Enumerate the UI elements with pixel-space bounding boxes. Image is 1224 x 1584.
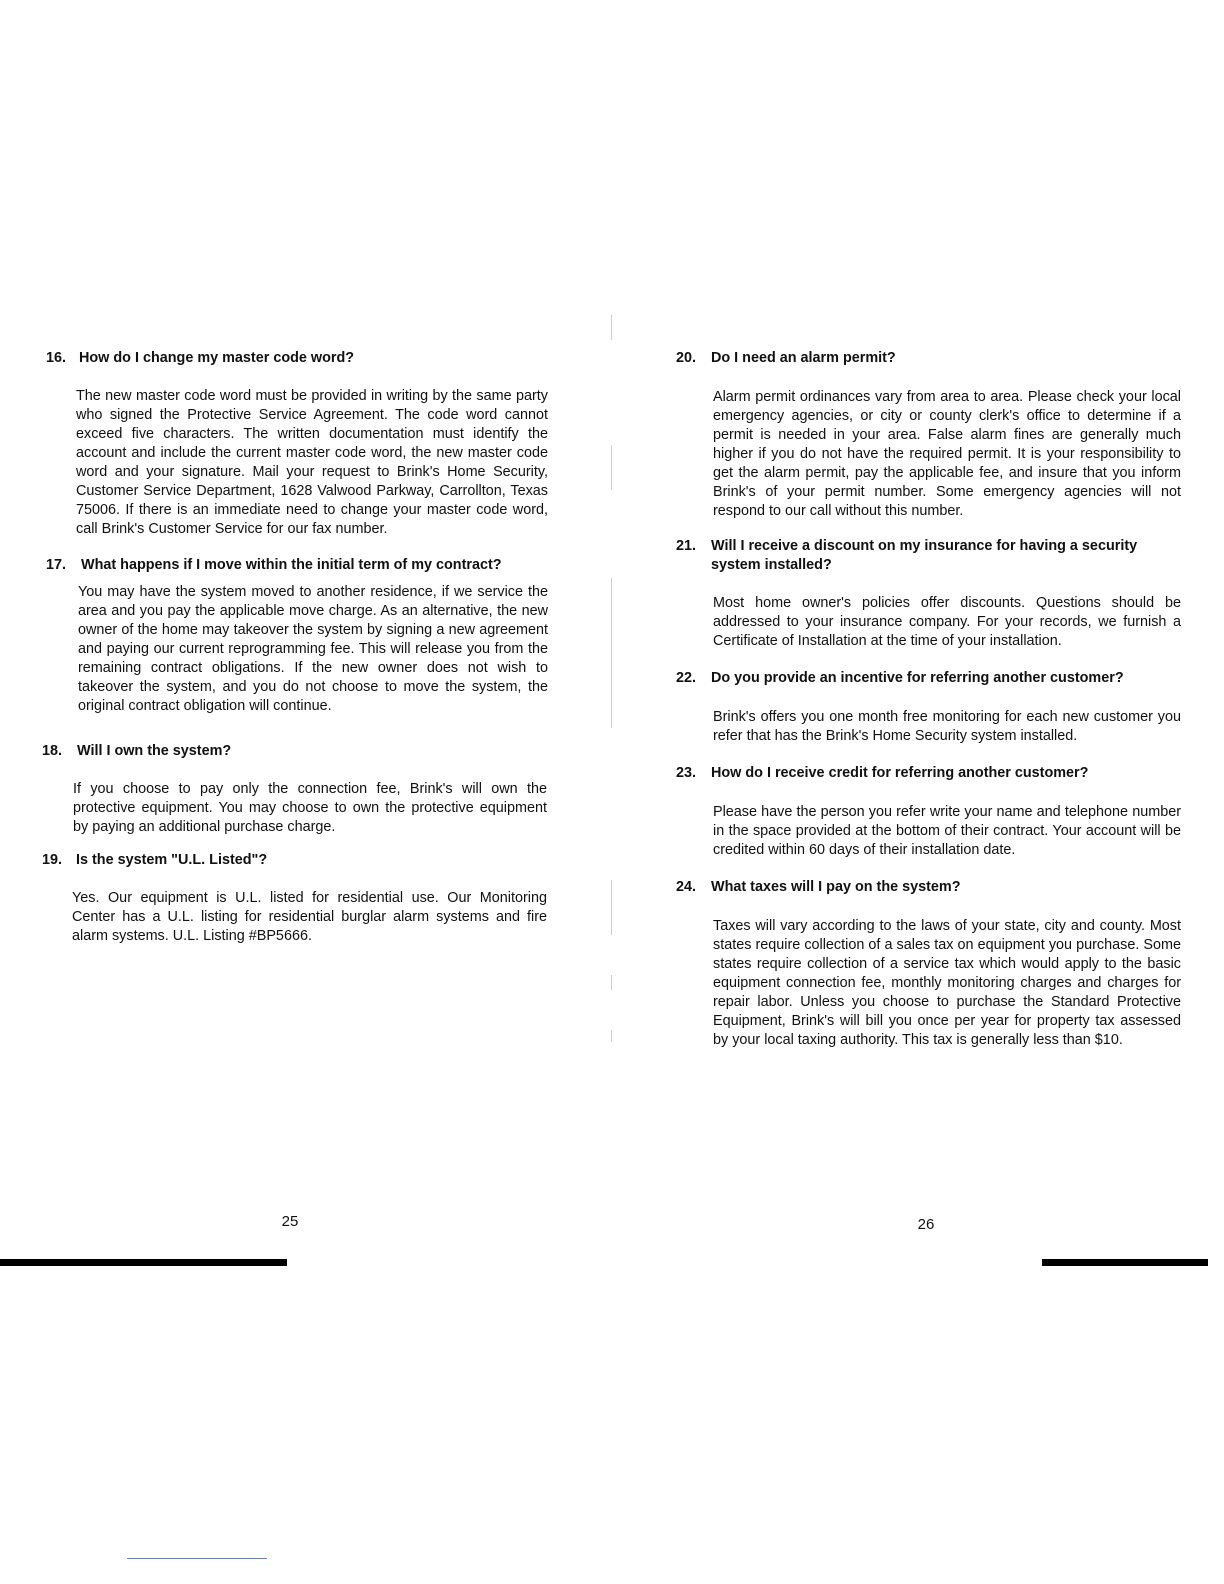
- question-text: Will I own the system?: [77, 743, 232, 759]
- faq-item-20: [676, 349, 1181, 521]
- question-number: 16.: [46, 350, 67, 366]
- question-text: What taxes will I pay on the system?: [711, 879, 961, 895]
- question-text: How do I receive credit for referring another customer?: [711, 765, 1089, 781]
- question-text: How do I change my master code word?: [79, 350, 355, 366]
- faq-question-17: [46, 556, 548, 575]
- faq-item-23: [676, 764, 1181, 860]
- question-number: 20.: [676, 350, 697, 366]
- faq-question-19: [42, 851, 547, 870]
- page-number: 26: [917, 1216, 935, 1233]
- question-text: Is the system "U.L. Listed"?: [76, 852, 268, 868]
- faq-answer-21: Most home owner's policies offer discounts. Questions should be addressed to your insurance company. For your records, we furnish a Certificate of Installation at the time of your installation.: [713, 595, 1181, 649]
- faq-question-16: [46, 349, 548, 368]
- faq-item-16: [46, 349, 548, 539]
- question-text: Will I receive a discount on my insurance for having a security system installed?: [711, 538, 1138, 573]
- question-number: 24.: [676, 879, 697, 895]
- faq-question-20: [676, 349, 1181, 368]
- faq-item-18: [42, 742, 547, 837]
- faq-answer-20: Alarm permit ordinances vary from area to area. Please check your local emergency agencies, or city or county clerk's office to determine if a permit is needed in your area. False alarm fines are generally much higher if you do not have the required permit. It is your responsibility to get the alarm permit, pay the applicable fee, and insure that you inform Brink's of your permit number. Some emergency agencies will not respond to our call without this number.: [713, 389, 1181, 519]
- faq-item-22: [676, 669, 1181, 746]
- faq-answer-19: Yes. Our equipment is U.L. listed for residential use. Our Monitoring Center has a U.L. listing for residential burglar alarm systems and fire alarm systems. U.L. Listing #BP5666.: [72, 890, 547, 944]
- question-text: What happens if I move within the initial term of my contract?: [81, 557, 502, 573]
- faq-question-18: [42, 742, 547, 761]
- question-number: 18.: [42, 743, 63, 759]
- faq-answer-16: The new master code word must be provided in writing by the same party who signed the Protective Service Agreement. The code word cannot exceed five characters. The written documentation must identify the account and include the current master code word, the new master code word and your signature. Mail your request to Brink's Home Security, Customer Service Department, 1628 Valwood Parkway, Carrollton, Texas 75006. If there is an immediate need to change your master code word, call Brink's Customer Service for our fax number.: [76, 388, 548, 537]
- faq-question-22: [676, 669, 1181, 688]
- faq-item-17: [46, 556, 548, 716]
- bottom-blue-rule: [127, 1558, 267, 1559]
- bottom-rule: [1042, 1259, 1208, 1266]
- faq-item-21: [676, 537, 1181, 651]
- question-number: 19.: [42, 852, 63, 868]
- faq-answer-18: If you choose to pay only the connection fee, Brink's will own the protective equipment. You may choose to own the protective equipment by paying an additional purchase charge.: [73, 781, 547, 835]
- page-number: 25: [281, 1213, 299, 1230]
- question-number: 22.: [676, 670, 697, 686]
- question-number: 17.: [46, 557, 67, 573]
- faq-item-24: [676, 878, 1181, 1050]
- question-text: Do you provide an incentive for referring another customer?: [711, 670, 1124, 686]
- question-text: Do I need an alarm permit?: [711, 350, 896, 366]
- faq-answer-24: Taxes will vary according to the laws of your state, city and county. Most states require collection of a sales tax on equipment you purchase. Some states require collection of a service tax which would apply to the basic equipment connection fee, monthly monitoring charges and charges for repair labor. Unless you choose to purchase the Standard Protective Equipment, Brink's will bill you once per year for property tax assessed by your local taxing authority. This tax is generally less than $10.: [713, 918, 1181, 1048]
- faq-item-19: [42, 851, 547, 946]
- faq-question-24: [676, 878, 1181, 897]
- question-number: 21.: [676, 538, 697, 554]
- faq-question-21: [676, 537, 1181, 575]
- faq-answer-17: You may have the system moved to another residence, if we service the area and you pay the applicable move charge. As an alternative, the new owner of the home may takeover the system by signing a new agreement and paying our current reprogramming fee. This will release you from the remaining contract obligations. If the new owner does not wish to takeover the system, and you do not choose to move the system, the original contract obligation will continue.: [78, 584, 548, 714]
- faq-question-23: [676, 764, 1181, 783]
- faq-answer-23: Please have the person you refer write your name and telephone number in the space provided at the bottom of their contract. Your account will be credited within 60 days of their installation date.: [713, 804, 1181, 858]
- right-page: [612, 0, 1224, 1584]
- question-number: 23.: [676, 765, 697, 781]
- faq-answer-22: Brink's offers you one month free monitoring for each new customer you refer that has the Brink's Home Security system installed.: [713, 709, 1181, 744]
- bottom-rule: [0, 1259, 287, 1266]
